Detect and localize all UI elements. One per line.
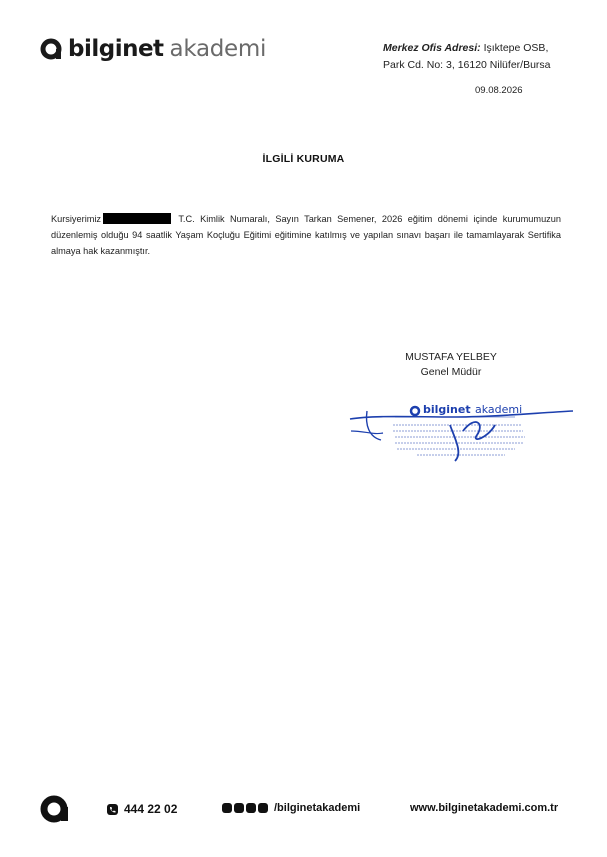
footer-logo-icon [40, 790, 70, 823]
signatory-role: Genel Müdür [420, 366, 482, 378]
instagram-icon[interactable] [222, 803, 232, 813]
website-link[interactable]: www.bilginetakademi.com.tr [410, 802, 559, 814]
redaction-bar [103, 213, 171, 224]
bilginet-logo-icon [40, 38, 62, 60]
stamp-brand-light: akademi [475, 403, 523, 416]
phone-icon [107, 804, 118, 815]
body-text-start: Kursiyerimiz [51, 214, 102, 224]
phone-number: 444 22 02 [124, 802, 178, 816]
brand-logo [40, 36, 266, 62]
brand-name-light: akademi [169, 36, 267, 62]
linkedin-icon[interactable] [246, 803, 256, 813]
social-handle[interactable]: /bilginetakademi [274, 802, 361, 814]
page-footer [0, 790, 607, 830]
address-line-2: Park Cd. No: 3, 16120 Nilüfer/Bursa [383, 59, 551, 71]
stamp-logo-icon [411, 407, 419, 415]
x-icon[interactable] [258, 803, 268, 813]
body-text-rest: T.C. Kimlik Numaralı, Sayın Tarkan Semener, 2026 eğitim dönemi içinde kurumumuzun düzenlemiş olduğu 94 saatlik Yaşam Koçluğu Eğitimi eğitimine katılmış ve yapılan sınavı başarı ile tamamlayarak Sertifika almaya hak kazanmıştır. [51, 214, 561, 256]
address-label: Merkez Ofis Adresi: [383, 42, 481, 54]
stamp-brand-bold: bilginet [423, 403, 471, 416]
address-line-1: Işıktepe OSB, [483, 42, 549, 54]
phone-contact[interactable] [107, 802, 177, 816]
facebook-icon[interactable] [234, 803, 244, 813]
office-address [383, 40, 583, 74]
signatory-block [396, 350, 506, 380]
document-date: 09.08.2026 [475, 85, 523, 96]
document-title: İLGİLİ KURUMA [262, 153, 345, 165]
signatory-name: MUSTAFA YELBEY [405, 351, 497, 363]
company-stamp [345, 395, 575, 465]
brand-name-bold: bilginet [68, 36, 164, 62]
letter-body [51, 211, 561, 259]
social-links [222, 802, 360, 814]
